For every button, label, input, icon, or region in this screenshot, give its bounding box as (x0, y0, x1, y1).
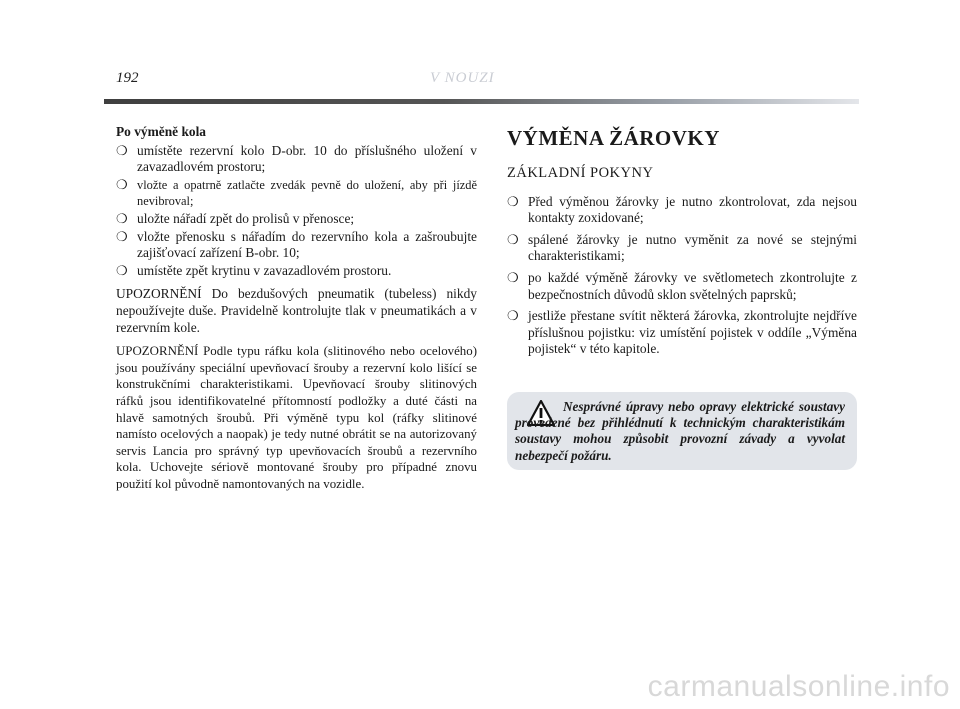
left-bullet-list (116, 143, 477, 280)
list-item (116, 263, 477, 280)
list-item-text: jestliže přestane svítit některá žárovka, zkontrolujte nejdříve příslušnou pojistku: viz umístění pojistek v oddíle „Výměna pojistek“ v této kapitole. (528, 308, 857, 357)
bullet-circle-icon: ❍ (507, 193, 519, 209)
list-item-text: umístěte zpět krytinu v zavazadlovém prostoru. (137, 262, 392, 278)
list-item-text: po každé výměně žárovky ve světlometech zkontrolujte z bezpečnostních důvodů sklon světelných paprsků; (528, 269, 857, 302)
list-item (116, 229, 477, 262)
bullet-circle-icon: ❍ (116, 228, 128, 244)
warning-box (507, 392, 857, 470)
left-subheading: Po výměně kola (116, 124, 207, 139)
watermark: carmanualsonline.info (647, 670, 950, 703)
bullet-circle-icon: ❍ (507, 308, 519, 324)
bullet-circle-icon: ❍ (507, 269, 519, 285)
list-item (507, 232, 857, 265)
bullet-circle-icon: ❍ (507, 231, 519, 247)
note-paragraph: UPOZORNĚNÍ Do bezdušových pneumatik (tubeless) nikdy nepoužívejte duše. Pravidelně kontrolujte tlak v pneumatikách a v rezervním kole. (116, 286, 477, 335)
list-item (507, 270, 857, 303)
bullet-circle-icon: ❍ (116, 262, 128, 278)
list-item (507, 194, 857, 227)
list-item-text: umístěte rezervní kolo D-obr. 10 do příslušného uložení v zavazadlovém prostoru; (137, 142, 477, 175)
right-bullet-list (507, 194, 857, 358)
bullet-circle-icon: ❍ (116, 176, 128, 192)
chapter-heading: VÝMĚNA ŽÁROVKY (507, 126, 720, 150)
warning-text: Nesprávné úpravy nebo opravy elektrické soustavy provedené bez přihlédnutí k technickým charakteristikám soustavy mohou způsobit provozní závady a vyvolat nebezpečí požáru. (515, 399, 845, 463)
list-item-text: uložte nářadí zpět do prolisů v přenosce; (137, 210, 355, 226)
bullet-circle-icon: ❍ (116, 142, 128, 158)
bullet-circle-icon: ❍ (116, 210, 128, 226)
page-number: 192 (116, 70, 139, 86)
note-paragraph: UPOZORNĚNÍ Podle typu ráfku kola (slitinového nebo ocelového) jsou používány speciální upevňovací šrouby a rezervní kolo lišící se konstrukčními charakteristikami. Upevňovací šrouby slitinových ráfků jsou identifikovatelné přítomností podložky a duté části na hlavě samotných šroubů. Při výměně typu kol (ráfky slitinové namísto ocelových a naopak) je tedy nutné obrátit se na autorizovaný servis Lancia pro správný typ upevňovacích šroubů a rezervního kola. Uchovejte sériově montované šrouby pro případné znovu použití kol původně namontovaných na vozidle. (116, 344, 477, 491)
header-rule (104, 99, 859, 104)
list-item-text: Před výměnou žárovky je nutno zkontrolovat, zda nejsou kontakty zoxidované; (528, 193, 857, 226)
left-column (116, 124, 477, 492)
section-title: V NOUZI (430, 70, 495, 86)
list-item (116, 177, 477, 210)
section-subheading: ZÁKLADNÍ POKYNY (507, 165, 654, 181)
list-item (116, 143, 477, 176)
list-item (116, 211, 477, 228)
right-column (507, 124, 857, 363)
list-item-text: vložte přenosku s nářadím do rezervního kola a zašroubujte zajišťovací zařízení B-obr. 10; (137, 228, 477, 261)
list-item (507, 308, 857, 358)
list-item-text: vložte a opatrně zatlačte zvedák pevně do uložení, aby při jízdě nevibroval; (137, 177, 477, 209)
list-item-text: spálené žárovky je nutno vyměnit za nové se stejnými charakteristikami; (528, 231, 857, 264)
